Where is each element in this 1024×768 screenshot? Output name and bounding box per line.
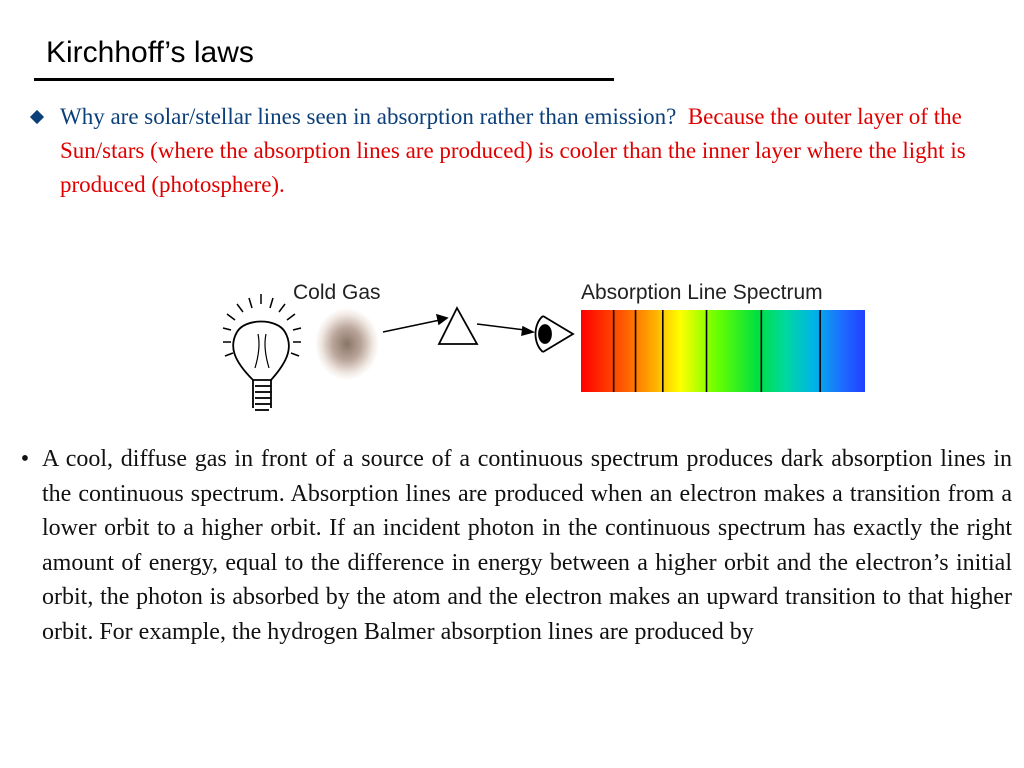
question-text: Why are solar/stellar lines seen in absorption rather than emission?: [60, 104, 677, 129]
eye-icon: [536, 316, 574, 352]
excerpt-text: A cool, diffuse gas in front of a source of a continuous spectrum produces dark absorption lines in the continuous spectrum. Absorption lines are produced when an electron makes a transition from a lower orbit to a higher orbit. If an incident photon in the continuous spectrum has exactly the right amount of energy, equal to the difference in energy between a higher orbit and the electron’s initial orbit, the photon is absorbed by the atom and the electron makes an upward transition to that higher orbit. For example, the hydrogen Balmer absorption lines are produced by: [42, 446, 1012, 645]
slide-title: Kirchhoff’s laws: [46, 36, 254, 69]
textbook-excerpt: [14, 442, 1012, 649]
bullet-question: [28, 100, 988, 202]
cold-gas-cloud: [315, 308, 379, 380]
cold-gas-label: Cold Gas: [293, 281, 381, 304]
light-path-arrow: [383, 315, 447, 332]
prism-icon: [439, 308, 477, 344]
dispersed-light-arrow: [477, 324, 533, 335]
bullet-text: [60, 100, 988, 202]
answer-text: Because the outer layer of the Sun/stars (where the absorption lines are produced) is cooler than the inner layer where the light is produced (photosphere).: [60, 104, 966, 197]
spectrum-label: Absorption Line Spectrum: [581, 281, 823, 304]
title-underline: [34, 78, 614, 81]
light-bulb-icon: [233, 322, 289, 411]
absorption-diagram: [215, 268, 875, 426]
excerpt-bullet: •: [20, 446, 30, 472]
spectrum-band: [581, 310, 865, 392]
diamond-bullet-icon: [30, 110, 44, 124]
